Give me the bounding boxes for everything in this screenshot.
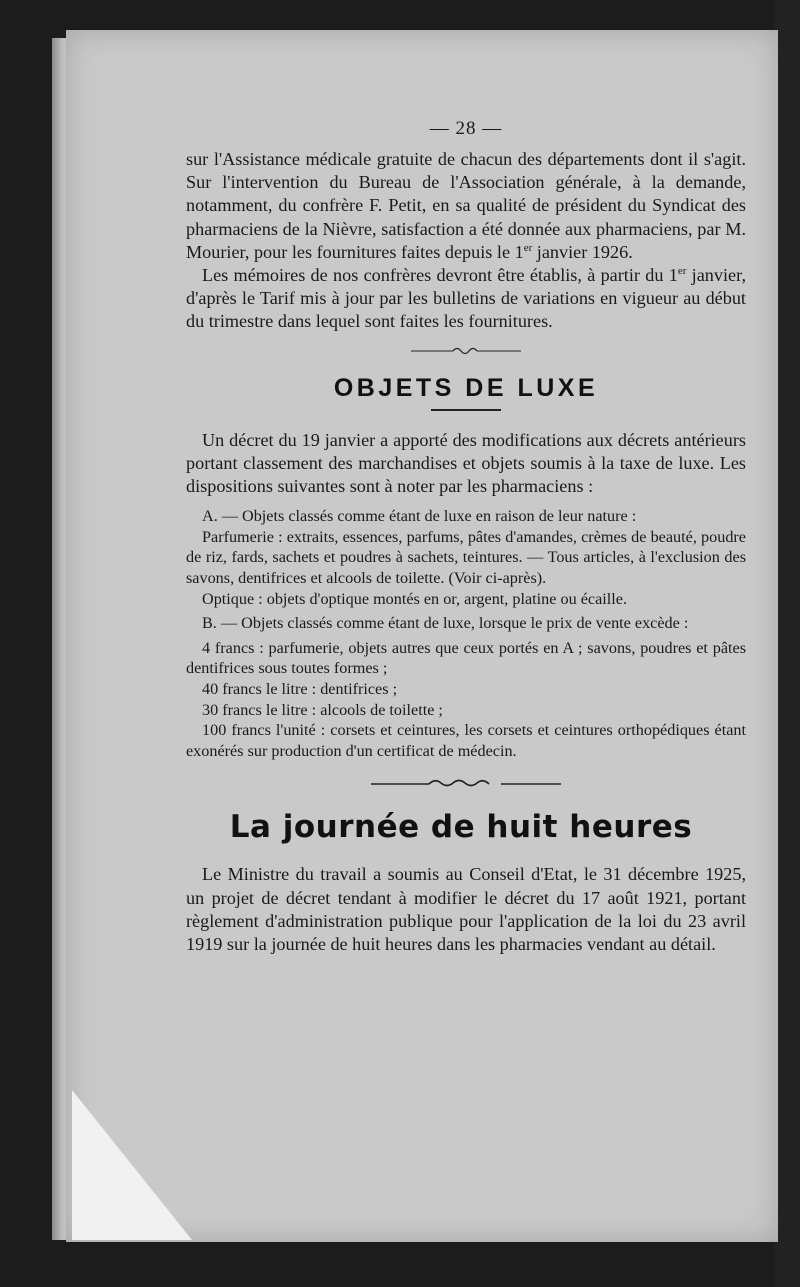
ornament-divider-1 xyxy=(186,342,746,360)
luxe-item-b: B. — Objets classés comme étant de luxe, lorsque le prix de vente excède : xyxy=(202,614,689,633)
intro-paragraph-1-text: sur l'Assistance médicale gratuite de chacun des départements dont il s'agit. Sur l'intervention du Bureau de l'Association générale, à la demande, notamment, du confrère F. Petit, en sa qualité de président du Syndicat des pharmaciens de la Nièvre, satisfaction a été donnée aux pharmaciens, par M. Mourier, pour les fournitures faites depuis le 1 xyxy=(186,149,746,262)
intro-paragraph-2 xyxy=(186,264,746,334)
section-title-luxe: OBJETS DE LUXE xyxy=(333,373,599,402)
luxe-item-parfumerie: Parfumerie : extraits, essences, parfums, pâtes d'amandes, crèmes de beauté, poudre de riz, fards, sachets et poudres à sachets, teintures. — Tous articles, à l'exclusion des savons, dentifrices et alcools de toilette. (Voir ci-après). xyxy=(186,527,746,588)
intro-paragraph-1 xyxy=(186,148,746,264)
ornament-divider-2 xyxy=(186,775,746,793)
ornament-flourish-icon xyxy=(371,777,561,791)
luxe-item-4-francs: 4 francs : parfumerie, objets autres que ceux portés en A ; savons, poudres et pâtes dentifrices sous toutes formes ; xyxy=(186,638,746,678)
superscript: er xyxy=(677,264,687,277)
luxe-item-a: A. — Objets classés comme étant de luxe en raison de leur nature : xyxy=(202,507,637,526)
folded-page-corner xyxy=(72,1090,192,1240)
superscript: er xyxy=(523,241,533,254)
intro-paragraph-1-end: janvier 1926. xyxy=(532,241,633,262)
luxe-item-100-francs: 100 francs l'unité : corsets et ceintures, les corsets et ceintures orthopédiques étant exonérés sur production d'un certificat de médecin. xyxy=(186,721,746,760)
luxe-item-optique: Optique : objets d'optique montés en or, argent, platine ou écaille. xyxy=(202,589,627,608)
ornament-divider-icon xyxy=(411,344,521,358)
page-number: — 28 — xyxy=(429,118,503,139)
section-title-journee: La journée de huit heures xyxy=(229,809,693,846)
luxe-item-40-francs: 40 francs le litre : dentifrices ; xyxy=(202,679,398,698)
intro-paragraph-2-end: janvier, d'après le Tarif mis à jour par les bulletins de variations en vigueur au début du trimestre dans lequel sont faites les fournitures. xyxy=(186,265,746,332)
page-content xyxy=(186,118,746,956)
intro-paragraph-2-text: Les mémoires de nos confrères devront être établis, à partir du 1 xyxy=(202,265,678,286)
title-underline xyxy=(431,409,501,411)
luxe-item-30-francs: 30 francs le litre : alcools de toilette ; xyxy=(202,700,443,719)
luxe-intro: Un décret du 19 janvier a apporté des modifications aux décrets antérieurs portant classement des marchandises et objets soumis à la taxe de luxe. Les dispositions suivantes sont à noter par les pharmaciens : xyxy=(186,429,746,497)
journee-paragraph: Le Ministre du travail a soumis au Conseil d'Etat, le 31 décembre 1925, un projet de décret tendant à modifier le décret du 17 août 1921, portant règlement d'administration publique pour l'application de la loi du 23 avril 1919 sur la journée de huit heures dans les pharmacies vendant au détail. xyxy=(186,864,746,954)
